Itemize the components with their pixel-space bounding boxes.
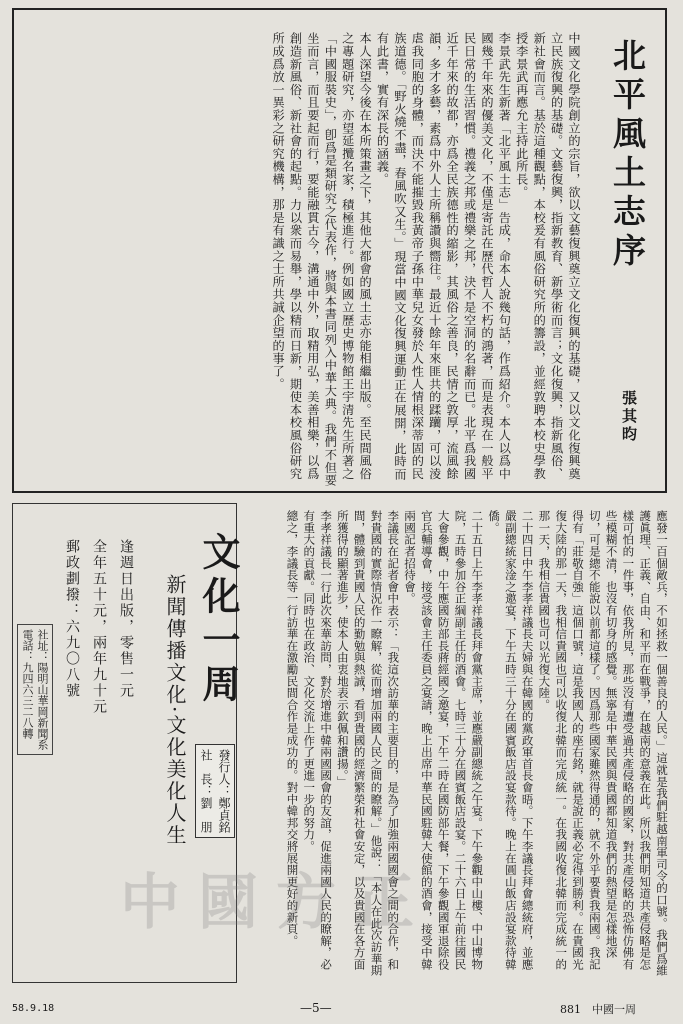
news-paragraph: 二十五日上午李孝祥議長拜會黨主席，並應嚴副總統之午宴。下午參觀中山樓、中山博物院，五時參加谷正綱副主任的酒會。七時三十分在國賓飯店設宴。二十六日上午前往國民大會參觀，中午應國防部長蔣經國之邀宴，下午二時在國防部午餐，下午參觀國軍退除役官兵輔導會，接受該會主任委員之宴請，晚上出席中華民國駐韓大使館的酒會，接受中韓兩國記者招待會。: [403, 510, 485, 971]
news-paragraph: 李議長在記者會中表示：「我這次訪華的主要目的，是為了加強兩國國會之間的合作，和對貴國的實際情況作一瞭解，從而增加兩國人民之間的瞭解。」他說：「本人在此次訪華期間，體驗到貴國人民的勤勉與熱誠，看到貴國的經濟繁榮和社會安定，以及貴國在各方面所獲得的顯著進步，使本人由衷地表示欽佩和讚揚。」: [335, 510, 401, 977]
watermark: 中國方正: [120, 868, 432, 938]
article-body: [22, 32, 582, 487]
news-paragraph: 應發一百個敵兵，不如拯救一個善良的人民。」這就是我們駐越南軍司令的口號。我們爲維護眞理、正義、自由、和平而在戰爭，在越南的意義在此。所以我們明知道共產侵略是怎樣可怕的一件事，依我所見，那些沒有遭受過共產侵略的國家，對共產侵略的恐怖仿佛有些模糊不清，也沒有切身的感覺。無寧是中華民國與貴國都知道我們的熱望是怎樣地深切，可是總不能說以前都這樣了。因爲那些國家雖然得通的，就不外乎要貴我兩國。我記得有「莊敬自強」這個口號，這是我國人的座右銘，就是說正義必定得到勝利。在貴國光復大陸的那一天，我相信貴國也可以收復北韓而完成統一。在我國收復北韓而完成統一的那一天，我相信貴國也可以光復大陸。: [537, 510, 669, 977]
article-paragraph: 李景武先生新著「北平風土志」告成，命本人說幾句話，作爲紹介。本人以爲中國幾千年來的優美文化，不僅是寄託在歷代哲人不朽的鴻著，而是表現在一般平民日常的生活習慣。禮義之邦或禮樂之邦，決不是空洞的名辭而已。北平爲我國近千年來的故都，亦爲全民族德性的縮影，其風俗之善良，民情之敦厚，流風餘韻，多才多藝，素爲中外人士所稱讚與嚮往。最近十餘年來匪共的蹂躪，可以淩虐我同胞的身體，而決不能摧毀我黃帝子孫中華兒女發於人性人情根深蒂固的民族道德。「野火燒不盡，春風吹又生。」現當中國文化復興運動正在展開，此時而有此書，實有深長的涵義。: [375, 32, 512, 481]
ad-phone: 電話：九四六三二八轉: [21, 629, 34, 739]
news-paragraph: 二十四日中午李孝祥議長夫婦與在韓國的黨政軍首長會晤。下午李議長拜會總統府，並應嚴副總統家淦之邀宴，下午五時三十分在國賓飯店設宴款待。晚上在圓山飯店設宴款待韓僑。: [487, 510, 535, 971]
footer-issue: 881 中國一周: [560, 1003, 636, 1016]
ad-address: 社址：陽明山華岡新聞系: [36, 629, 49, 750]
ad-price: 全年五十元，兩年九十元: [91, 539, 107, 715]
news-paragraph: 總之，李議長等一行訪華在激勵民間合作是成功的。對中韓邦交將展開更好的新頁。: [285, 510, 300, 947]
ad-slogan: 新聞傳播文化·文化美化人生: [163, 574, 187, 847]
article-paragraph: 中國文化學院創立的宗旨，欲以文藝復興奠立文化復興的基礎，又以文化復興奠立民族復興的基礎。文藝復興，指新教育、新學術而言；文化復興，指新風俗、新社會而言。基於這種觀點，本校爰有風俗研究所的籌設，並經敦聘本校史學教授李景武再應允主持此所長。: [514, 32, 581, 480]
ad-contact-box: [17, 624, 53, 755]
ad-schedule: 逢週日出版，零售一元: [118, 539, 134, 699]
ad-details: [58, 539, 139, 715]
ad-title: 文化一周: [196, 532, 241, 708]
feature-article-box: [12, 8, 667, 493]
ad-postal: 郵政劃撥：六九〇八號: [64, 539, 80, 699]
article-paragraph: 本人深望今後在本所策畫之下，其他大都會的風土志亦能相繼出版。至民間風俗之專題研究，亦望延攬名家，積極進行。例如國立歷史博物館王宇清先生所著之「中國服裝史」，卽爲是類研究之代表作，將與本書同列入中華大典。我們不但要坐而言，而且要起而行，要能融貫古今，溝通中外，取精用弘，美善相樂，以爲創造新風俗、新社會的起點。力以衆而易舉，學以精而日新，期使本校風俗研究所成爲放一異彩之研究機構，那是有識之士所共誠企望的事了。: [271, 32, 373, 487]
ad-staff-box: [195, 744, 235, 838]
article-title: 北平風土志序: [608, 38, 647, 272]
news-paragraph: 李孝祥議長一行此次來華訪問，對於增進中韓兩國國會的友誼，促進兩國人民的瞭解，必有重大的貢獻。同時也在政治、文化交流上作了更進一步的努力。: [302, 510, 334, 971]
article-author: 張其昀: [620, 390, 638, 444]
ad-president: 社 長：劉 朋: [199, 749, 213, 833]
page-number: —5—: [300, 1001, 332, 1015]
ad-publisher: 發行人：鄭貞銘: [217, 749, 231, 833]
footer-date: 58.9.18: [12, 1003, 55, 1014]
